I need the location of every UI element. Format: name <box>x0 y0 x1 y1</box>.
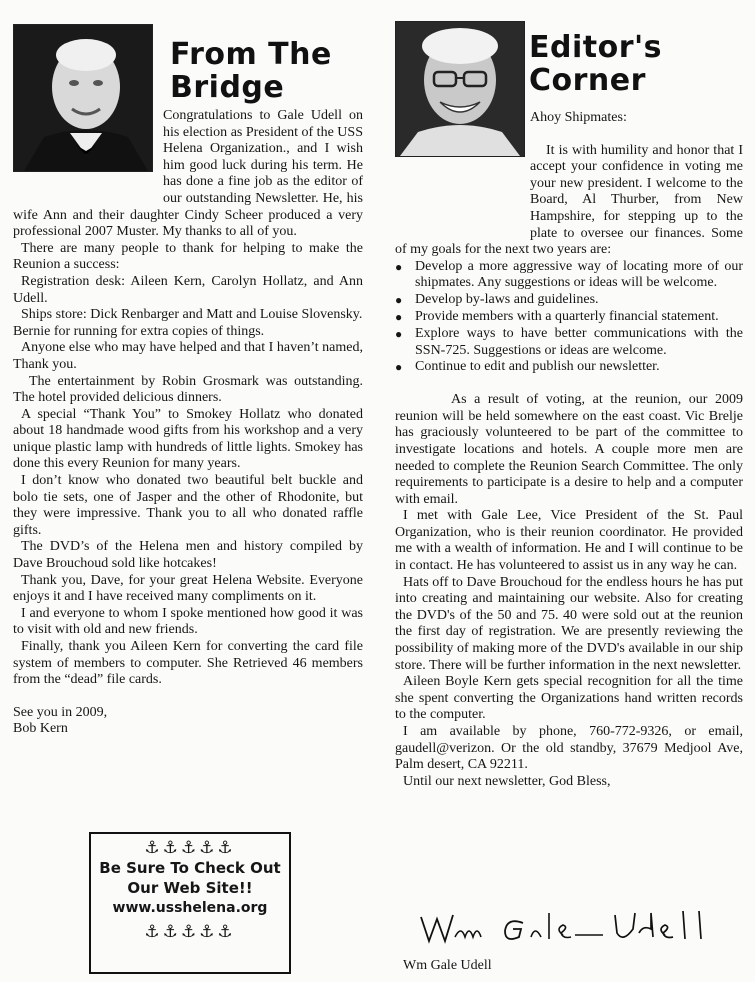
paragraph: There are many people to thank for helping to make the Reunion a success: <box>13 240 363 273</box>
website-link[interactable]: www.usshelena.org <box>112 900 268 916</box>
signoff-name: Bob Kern <box>13 721 68 737</box>
goal-bullet: ● Develop by-laws and guidelines. <box>395 291 599 307</box>
from-the-bridge-column <box>12 15 364 977</box>
paragraph: As a result of voting, at the reunion, our 2009 reunion will be held somewhere on the east coast. Vic Brelje has graciously volunteered to be part of the committee to investigate locations and hotels. A couple more men are needed to complete the Reunion Search Committee. The only requirements to participate is a desire to help and a computer with email. <box>395 392 743 507</box>
title-line: Corner <box>529 63 646 98</box>
website-promo-box <box>89 832 291 974</box>
page-title-editors-corner <box>529 31 662 97</box>
closing-line: See you in 2009, <box>13 704 108 720</box>
paragraph: The DVD’s of the Helena men and history compiled by Dave Brouchoud sold like hotcakes! <box>13 539 363 572</box>
title-line: Bridge <box>170 70 285 105</box>
editors-corner-column <box>394 15 744 977</box>
title-line: Editor's <box>529 30 663 65</box>
anchor-icons: ⚓⚓⚓⚓⚓ <box>144 922 236 942</box>
paragraph: I am available by phone, 760-772-9326, or email, gaudell@verizon. Or the old standby, 37679 Medjool Ave, Palm desert, CA 92211. <box>395 724 743 773</box>
goal-bullet: ● Explore ways to have better communications with the SSN-725. Suggestions or ideas are welcome. <box>395 325 743 358</box>
promo-line-2: Our Web Site!! <box>127 879 253 897</box>
paragraph: Until our next newsletter, God Bless, <box>403 773 611 789</box>
article-body-right <box>395 110 743 790</box>
goal-bullet: ● Develop a more aggressive way of locating more of our shipmates. Any suggestions or ideas will be welcome. <box>395 258 743 291</box>
paragraph: Finally, thank you Aileen Kern for converting the card file system of members to computer. She Retrieved 46 members from the “dead” file cards. <box>13 639 363 688</box>
signer-name: Wm Gale Udell <box>403 958 492 973</box>
greeting: Ahoy Shipmates: <box>530 110 627 125</box>
paragraph: Registration desk: Aileen Kern, Carolyn Hollatz, and Ann Udell. <box>13 273 363 306</box>
goal-bullet: ● Provide members with a quarterly financial statement. <box>395 308 719 324</box>
bullet-icon: ● <box>395 360 403 375</box>
paragraph: Bernie for running for extra copies of things. <box>13 323 265 339</box>
promo-line-1: Be Sure To Check Out <box>99 859 281 877</box>
bullet-icon: ● <box>395 292 403 307</box>
paragraph: A special “Thank You” to Smokey Hollatz who donated about 18 handmade wood gifts from his workshop and a very unique plastic lamp with hundreds of little lights. Smokey has done this every Reunion for many years. <box>13 406 363 472</box>
intro-paragraph: Congratulations to Gale Udell on his election as President of the USS Helena Organization., and I wish him good luck during his term. He has done a fine job as the editor of our outstanding Newsletter. He, his wife Ann and their daughter Cindy Scheer produced a very professional 2007 Muster. My thanks to all of you. <box>13 108 363 240</box>
paragraph: The entertainment by Robin Grosmark was outstanding. The hotel provided delicious dinners. <box>13 373 363 406</box>
paragraph: Thank you, Dave, for your great Helena Website. Everyone enjoys it and I have received many compliments on it. <box>13 572 363 605</box>
paragraph: Anyone else who may have helped and that I haven’t named, Thank you. <box>13 340 363 372</box>
signature-wm-gale-udell <box>403 899 743 951</box>
page-title-from-the-bridge <box>170 38 332 104</box>
bullet-icon: ● <box>395 259 403 274</box>
bullet-icon: ● <box>395 309 403 324</box>
paragraph: Aileen Boyle Kern gets special recognition for all the time she spent converting the Organizations hand written records to the computer. <box>395 674 743 723</box>
article-body-left <box>13 108 363 738</box>
paragraph: Hats off to Dave Brouchoud for the endless hours he has put into creating and maintaining our website. Also for creating the DVD's of the 50 and 75. 40 were sold out at the reunion the first day of registration. We are presently reviewing the possibility of making more of the DVD's available in our ship store. There will be further information in the next newsletter. <box>395 574 743 673</box>
paragraph: I and everyone to whom I spoke mentioned how good it was to visit with old and new friends. <box>13 605 363 638</box>
paragraph: Ships store: Dick Renbarger and Matt and Louise Slovensky. <box>21 307 363 323</box>
title-line: From The <box>170 37 332 72</box>
paragraph: I met with Gale Lee, Vice President of the St. Paul Organization, who is their reunion coordinator. He provided me with a wealth of information. He and I will continue to be in contact. He has volunteered to assist us in any way he can. <box>395 508 743 574</box>
anchor-icons: ⚓⚓⚓⚓⚓ <box>144 838 236 858</box>
goal-bullet: ● Continue to edit and publish our newsletter. <box>395 359 660 375</box>
paragraph: I don’t know who donated two beautiful belt buckle and bolo tie sets, one of Jasper and the other of Rhodonite, but they were impressive. Thank you to all who donated raffle gifts. <box>13 473 363 538</box>
bullet-icon: ● <box>395 326 403 341</box>
intro-paragraph: It is with humility and honor that I accept your confidence in voting me your new president. I welcome to the Board, Al Thurber, from New Hampshire, for stepping up to the plate to oversee our finances. Some of my goals for the next two years are: <box>395 142 743 258</box>
